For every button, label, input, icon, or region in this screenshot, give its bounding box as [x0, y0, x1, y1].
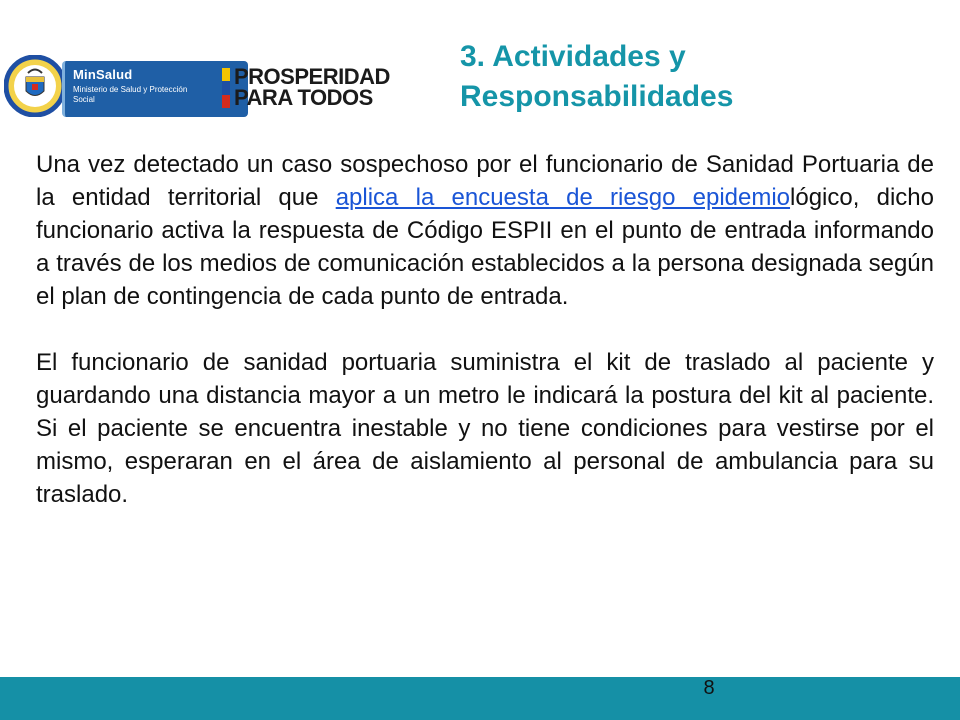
slide-body	[36, 148, 934, 511]
risk-survey-link[interactable]: aplica la encuesta de riesgo epidemio	[335, 184, 791, 211]
slide-title	[460, 37, 950, 117]
prosperidad-logo	[234, 66, 390, 108]
slide-title-line1: 3. Actividades y	[460, 40, 686, 73]
page-number: 8	[703, 677, 715, 699]
paragraph-2: El funcionario de sanidad portuaria suministra el kit de traslado al paciente y guardando una distancia mayor a un metro le indicará la postura del kit al paciente. Si el paciente se encuentra inestable y no tiene condiciones para vestirse por el mismo, esperaran en el área de aislamiento al personal de ambulancia para su traslado.	[36, 349, 934, 508]
minsalud-subtitle: Ministerio de Salud y Protección Social	[73, 85, 188, 104]
colombia-seal-icon	[4, 55, 66, 117]
prosperidad-flag-icon	[222, 68, 230, 108]
slide-title-line2: Responsabilidades	[460, 80, 734, 113]
minsalud-logo	[62, 61, 248, 117]
paragraph-1-start: Una vez detectado un caso sospechoso por el funcionario de Sanidad Portuaria de la entidad territorial que	[36, 151, 934, 211]
minsalud-name: MinSalud	[73, 67, 133, 82]
paragraph-1	[36, 148, 934, 313]
prosperidad-line1: PROSPERIDAD	[234, 64, 390, 89]
prosperidad-line2: PARA TODOS	[234, 85, 373, 110]
footer-bar	[0, 677, 960, 720]
paragraph-1-end: lógico, dicho funcionario activa la respuesta de Código ESPII en el punto de entrada informando a través de los medios de comunicación establecidos a la persona designada según el plan de contingencia de cada punto de entrada.	[36, 184, 934, 310]
